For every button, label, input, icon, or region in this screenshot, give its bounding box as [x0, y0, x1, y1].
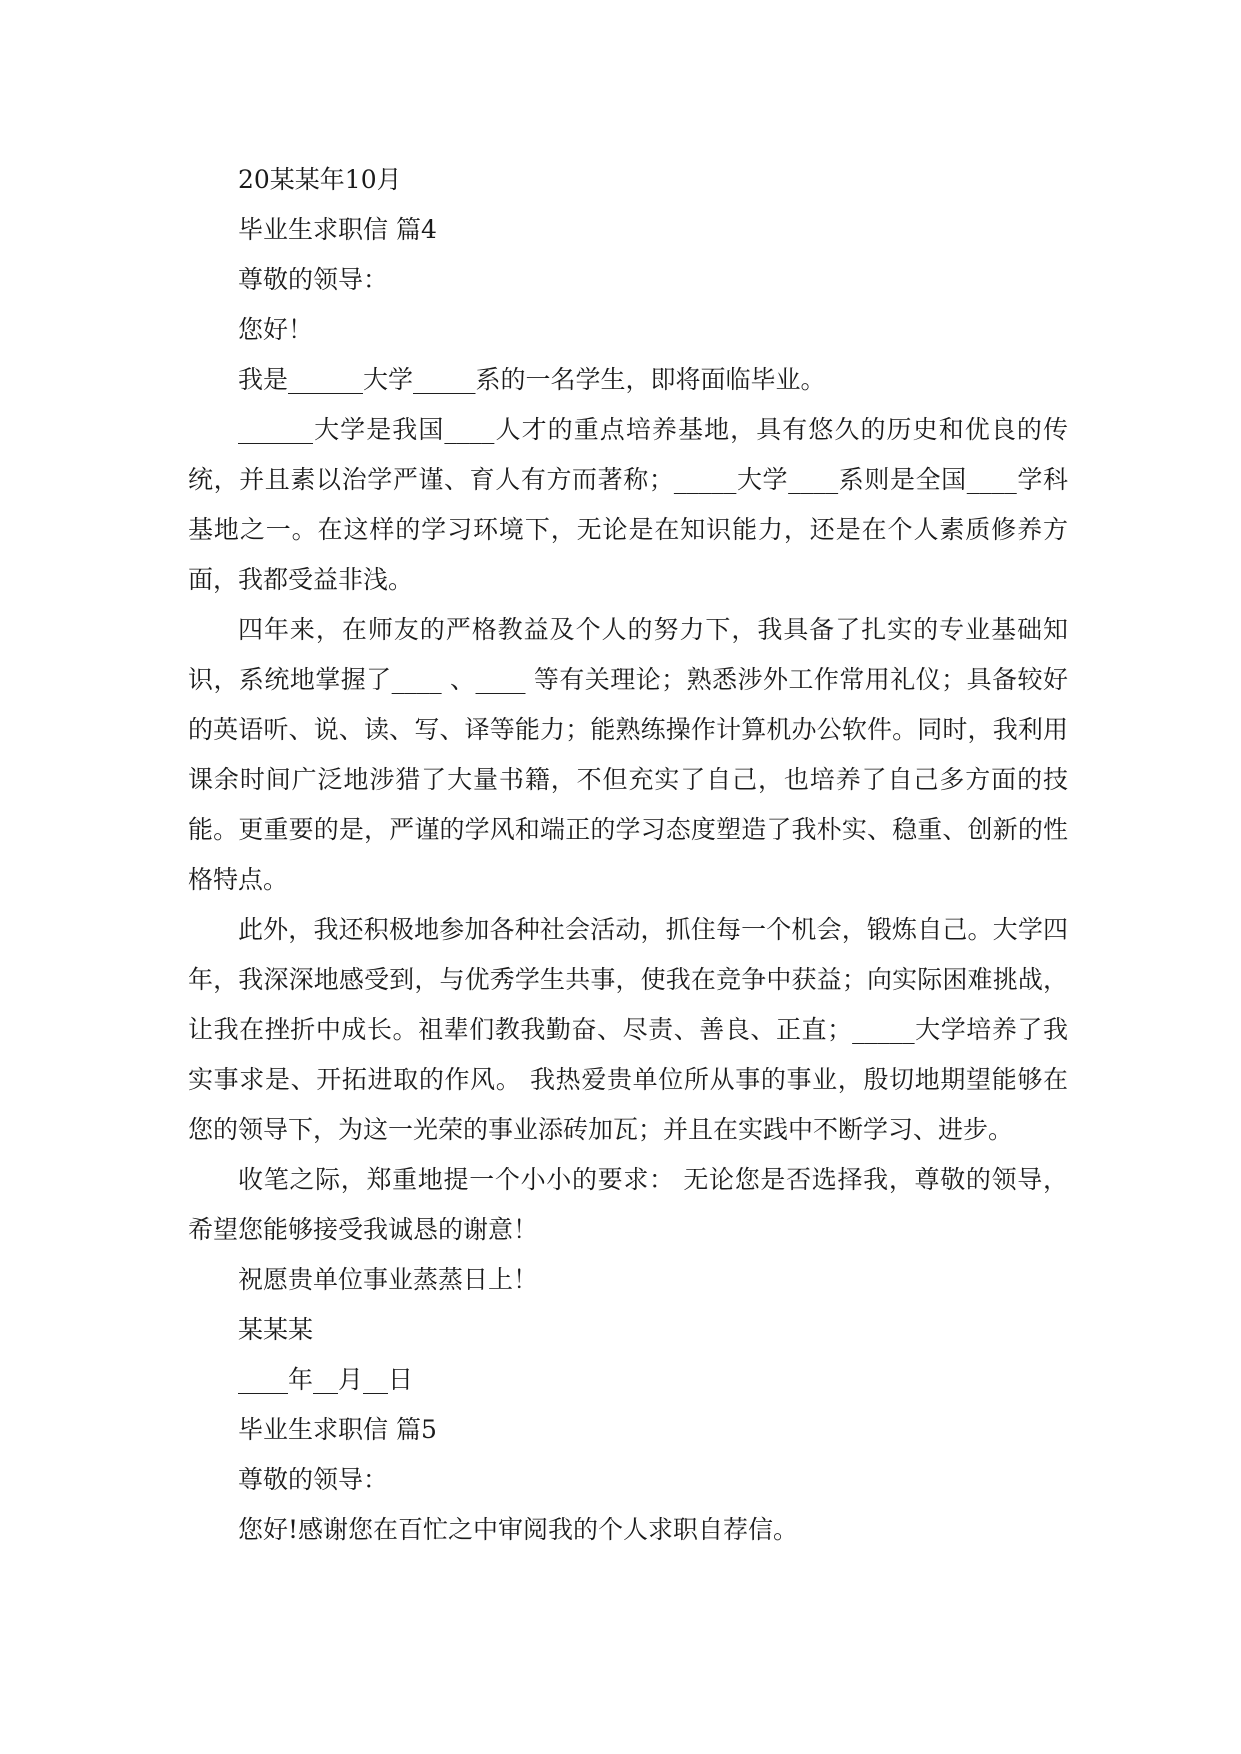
salutation: 尊敬的领导： — [238, 265, 389, 294]
document-body — [188, 155, 1068, 1555]
section5-salutation: 尊敬的领导： — [238, 1465, 389, 1494]
section5-greeting: 您好!感谢您在百忙之中审阅我的个人求职自荐信。 — [238, 1515, 799, 1544]
section-title-4: 毕业生求职信 篇4 — [238, 215, 437, 244]
signature: 某某某 — [238, 1315, 314, 1344]
paragraph-university: ______大学是我国____人才的重点培养基地，具有悠久的历史和优良的传统，并且素以治学严谨、育人有方而著称；_____大学____系则是全国____学科基地之一。在这样的学习环境下，无论是在知识能力，还是在个人素质修养方面，我都受益非浅。 — [188, 415, 1068, 594]
signature-date: ____年__月__日 — [238, 1365, 414, 1394]
wish-line: 祝愿贵单位事业蒸蒸日上！ — [238, 1265, 539, 1294]
paragraph-activities: 此外，我还积极地参加各种社会活动，抓住每一个机会，锻炼自己。大学四年，我深深地感受到，与优秀学生共事，使我在竞争中获益；向实际困难挑战，让我在挫折中成长。祖辈们教我勤奋、尽责、善良、正直；_____大学培养了我实事求是、开拓进取的作风。 我热爱贵单位所从事的事业，殷切地期望能够在您的领导下，为这一光荣的事业添砖加瓦；并且在实践中不断学习、进步。 — [188, 915, 1068, 1144]
greeting: 您好！ — [238, 315, 314, 344]
section-title-5: 毕业生求职信 篇5 — [238, 1415, 437, 1444]
intro-line: 我是______大学_____系的一名学生，即将面临毕业。 — [238, 365, 826, 394]
paragraph-closing: 收笔之际，郑重地提一个小小的要求： 无论您是否选择我，尊敬的领导，希望您能够接受我诚恳的谢意！ — [188, 1165, 1068, 1244]
date-line: 20某某年10月 — [238, 165, 402, 194]
paragraph-four-years: 四年来，在师友的严格教益及个人的努力下，我具备了扎实的专业基础知识，系统地掌握了____ 、____ 等有关理论；熟悉涉外工作常用礼仪；具备较好的英语听、说、读、写、译等能力；能熟练操作计算机办公软件。同时，我利用课余时间广泛地涉猎了大量书籍，不但充实了自己，也培养了自己多方面的技能。更重要的是，严谨的学风和端正的学习态度塑造了我朴实、稳重、创新的性格特点。 — [188, 615, 1068, 894]
